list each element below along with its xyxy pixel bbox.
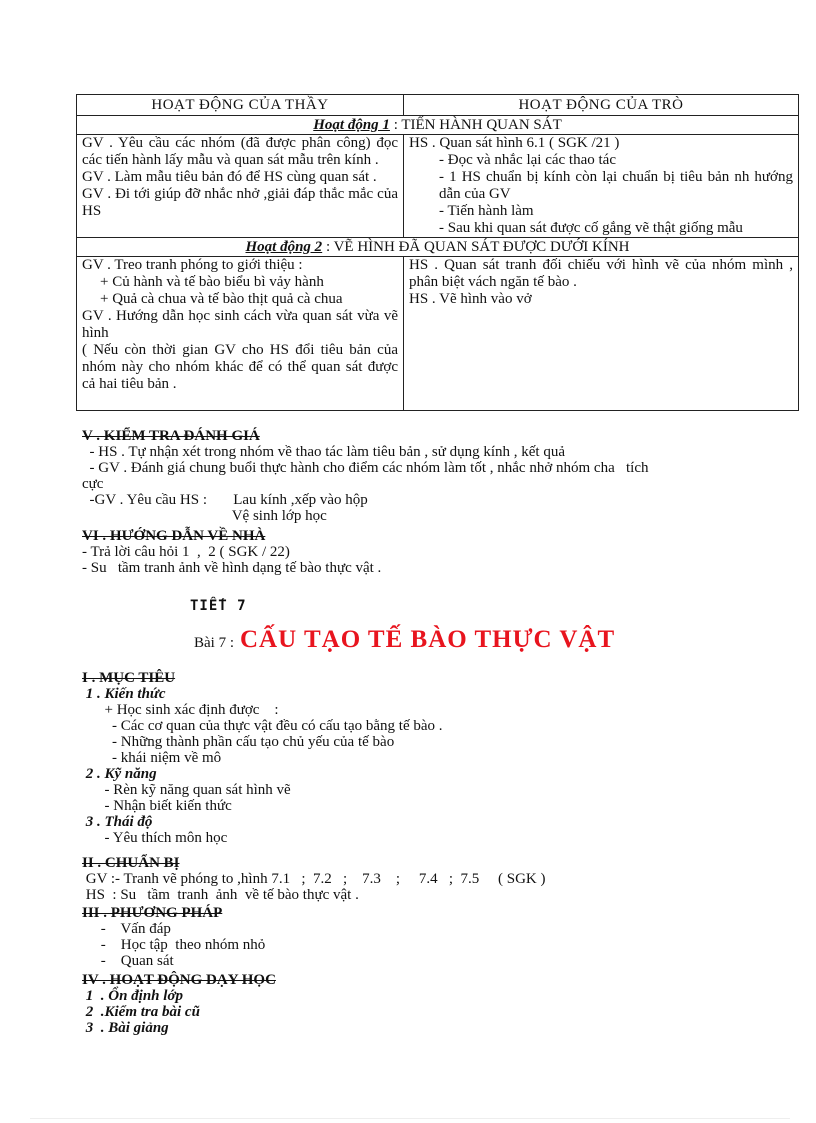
activity1-student-line: - Sau khi quan sát được cố gắng vẽ thật giống mẫu [439,220,743,236]
section-activities [82,972,276,1036]
objectives-skills-item: - Nhận biết kiến thức [82,798,232,814]
activity1-teacher-line: GV . Làm mẫu tiêu bản đó để HS cùng quan sát . [82,169,377,185]
methods-item: - Học tập theo nhóm nhỏ [82,937,266,953]
objectives-attitude-heading: 3 . Thái độ [82,814,153,830]
objectives-knowledge-intro: + Học sinh xác định được : [82,702,279,718]
lesson-title: CẤU TẠO TẾ BÀO THỰC VẬT [240,626,616,653]
activity1-name: Hoạt động 1 [313,117,390,133]
activity2-subtitle: : VẼ HÌNH ĐÃ QUAN SÁT ĐƯỢC DƯỚI KÍNH [322,239,630,255]
section-evaluation-heading: V . KIỂM TRA ĐÁNH GIÁ [82,428,260,444]
lesson-title-block [194,626,615,654]
activity1-student-cell [404,135,799,238]
activity2-name: Hoạt động 2 [245,239,323,255]
activity2-row [77,257,799,411]
section-methods-heading: III . PHƯƠNG PHÁP [82,905,223,921]
section-homework-line: - Su tầm tranh ảnh về hình dạng tế bào thực vật . [82,560,382,576]
activity1-student-line: - Tiến hành làm [439,203,534,219]
page-bottom-divider [30,1118,790,1119]
student-column-header: HOẠT ĐỘNG CỦA TRÒ [404,95,799,116]
section-homework-heading: VI . HƯỚNG DẪN VỀ NHÀ [82,528,266,544]
objectives-skills-heading: 2 . Kỹ năng [82,766,157,782]
activity1-teacher-line: GV . Yêu cầu các nhóm (đã được phân công) đọc các tiến hành lấy mẫu và quan sát mẫu trên kính . [82,135,398,168]
activities-item: 3 . Bài giảng [82,1020,169,1036]
section-evaluation-line: cực [82,476,104,492]
lesson-period: TIẾT 7 [190,598,247,614]
activities-item: 2 .Kiểm tra bài cũ [82,1004,200,1020]
section-evaluation [82,428,816,524]
activity2-title [77,238,799,257]
objectives-attitude-item: - Yêu thích môn học [82,830,228,846]
section-evaluation-line: Vệ sinh lớp học [82,508,327,524]
section-activities-heading: IV . HOẠT ĐỘNG DẠY HỌC [82,972,276,988]
activity1-title [77,116,799,135]
lesson-number: Bài 7 : [194,635,234,651]
activity1-student-line: - 1 HS chuẩn bị kính còn lại chuẩn bị tiêu bản nh hướng dẫn của GV [439,169,793,202]
activity1-teacher-cell [77,135,404,238]
section-evaluation-line: -GV . Yêu cầu HS : Lau kính ,xếp vào hộp [82,492,368,508]
objectives-knowledge-item: - Những thành phần cấu tạo chủ yếu của tế bào [82,734,395,750]
activity1-row [77,135,799,238]
section-evaluation-line: - HS . Tự nhận xét trong nhóm về thao tác làm tiêu bản , sử dụng kính , kết quả [82,444,565,460]
activity1-student-line: - Đọc và nhắc lại các thao tác [439,152,616,168]
activity2-teacher-line: + Quả cà chua và tế bào thịt quả cà chua [100,291,343,307]
section-homework-line: - Trả lời câu hỏi 1 , 2 ( SGK / 22) [82,544,290,560]
objectives-skills-item: - Rèn kỹ năng quan sát hình vẽ [82,782,291,798]
section-objectives-heading: I . MỤC TIÊU [82,670,176,686]
preparation-line: HS : Su tầm tranh ảnh về tế bào thực vật . [82,887,359,903]
activity2-teacher-line: GV . Hướng dẫn học sinh cách vừa quan sát vừa vẽ hình [82,308,398,341]
section-preparation-heading: II . CHUẨN BỊ [82,855,180,871]
activity2-student-line: HS . Vẽ hình vào vở [409,291,532,307]
section-preparation [82,855,545,903]
section-evaluation-line: - GV . Đánh giá chung buổi thực hành cho điểm các nhóm làm tốt , nhắc nhở nhóm cha tích [82,460,649,476]
preparation-line: GV :- Tranh vẽ phóng to ,hình 7.1 ; 7.2 ; 7.3 ; 7.4 ; 7.5 ( SGK ) [82,871,546,887]
objectives-knowledge-item: - Các cơ quan của thực vật đều có cấu tạo bằng tế bào . [82,718,443,734]
objectives-knowledge-item: - khái niệm về mô [82,750,222,766]
activity1-title-row [77,116,799,135]
table-header-row [77,95,799,116]
activity2-student-line: HS . Quan sát tranh đối chiếu với hình vẽ của nhóm mình , phân biệt vách ngăn tế bào . [409,257,793,290]
activity-table [76,94,799,411]
activity1-subtitle: : TIẾN HÀNH QUAN SÁT [389,117,562,133]
activity2-teacher-cell [77,257,404,411]
section-objectives [82,670,443,846]
activity2-teacher-line: + Củ hành và tế bào biểu bì vảy hành [100,274,324,290]
activity2-teacher-line: GV . Treo tranh phóng to giới thiệu : [82,257,303,273]
objectives-knowledge-heading: 1 . Kiến thức [82,686,166,702]
section-methods [82,905,265,969]
methods-item: - Quan sát [82,953,174,969]
activity2-teacher-line: ( Nếu còn thời gian GV cho HS đổi tiêu bản của nhóm này cho nhóm khác để có thể quan sát được cả hai tiêu bản . [82,342,398,392]
activity1-teacher-line: GV . Đi tới giúp đỡ nhắc nhở ,giải đáp thắc mắc của HS [82,186,398,219]
activity2-student-cell [404,257,799,411]
methods-item: - Vấn đáp [82,921,171,937]
section-homework [82,528,381,576]
activity1-student-line: HS . Quan sát hình 6.1 ( SGK /21 ) [409,135,620,151]
activities-item: 1 . Ổn định lớp [82,988,183,1004]
teacher-column-header: HOẠT ĐỘNG CỦA THẦY [77,95,404,116]
activity2-title-row [77,238,799,257]
